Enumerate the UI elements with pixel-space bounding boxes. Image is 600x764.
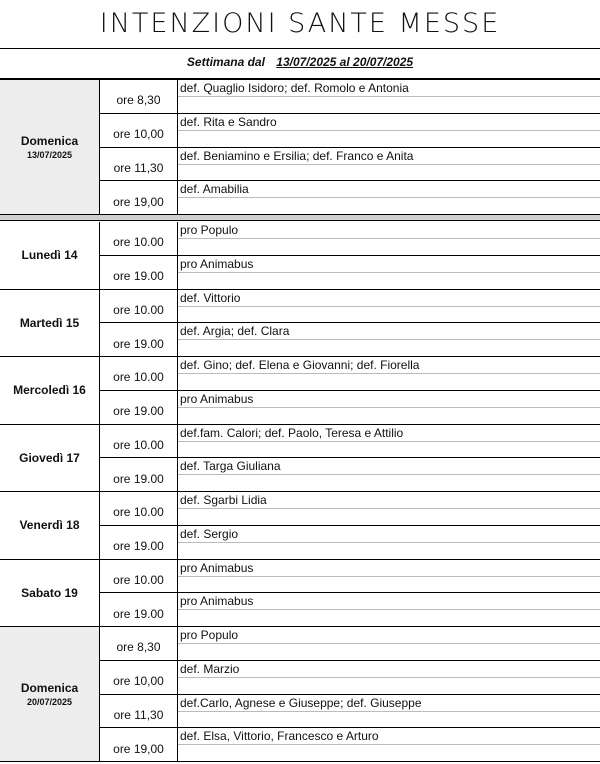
- week-label: Settimana dal: [186, 55, 265, 69]
- intention-text: pro Animabus: [180, 391, 254, 406]
- mass-intention: [178, 357, 600, 391]
- mass-time: [100, 695, 178, 729]
- mass-time: [100, 391, 178, 425]
- intention-text: pro Populo: [180, 628, 239, 642]
- intention-rule: [178, 238, 600, 239]
- mass-time-label: ore 19.00: [113, 471, 164, 486]
- intention-text: def. Sergio: [180, 526, 239, 541]
- intention-rule: [178, 339, 600, 340]
- mass-intention: [178, 80, 600, 114]
- intention-rule: [178, 508, 600, 509]
- day-name: Lunedì 14: [21, 248, 78, 263]
- mass-intention: [178, 593, 600, 627]
- mass-time-label: ore 10.00: [113, 505, 164, 520]
- week-range: 13/07/2025 al 20/07/2025: [276, 55, 414, 69]
- mass-time-label: ore 19.00: [113, 606, 164, 621]
- intention-rule: [178, 130, 600, 131]
- intention-rule: [178, 643, 600, 644]
- mass-time: [100, 593, 178, 627]
- mass-intention: [178, 526, 600, 560]
- intention-text: pro Animabus: [180, 594, 254, 609]
- mass-intention: [178, 492, 600, 526]
- mass-intention: [178, 290, 600, 324]
- intention-text: def. Targa Giuliana: [180, 459, 281, 474]
- intention-text: def. Marzio: [180, 661, 240, 676]
- day-name: Giovedì 17: [19, 450, 80, 465]
- mass-time-label: ore 10,00: [113, 674, 164, 689]
- mass-time-label: ore 10.00: [113, 302, 164, 317]
- day-date: 13/07/2025: [26, 150, 73, 160]
- day-cell: [0, 80, 100, 215]
- mass-intention: [178, 560, 600, 594]
- mass-intention: [178, 458, 600, 492]
- day-cell: [0, 492, 100, 560]
- mass-time: [100, 114, 178, 148]
- mass-time: [100, 728, 178, 762]
- intention-text: def. Beniamino e Ersilia; def. Franco e Anita: [180, 148, 414, 163]
- mass-intention: [178, 425, 600, 459]
- mass-time: [100, 181, 178, 215]
- mass-intention: [178, 114, 600, 148]
- intention-text: def.Carlo, Agnese e Giuseppe; def. Giuseppe: [180, 695, 422, 710]
- intention-rule: [178, 96, 600, 97]
- intention-text: def. Quaglio Isidoro; def. Romolo e Antonia: [180, 81, 409, 95]
- intention-text: def. Gino; def. Elena e Giovanni; def. Fiorella: [180, 358, 420, 372]
- title-divider: [0, 48, 600, 49]
- mass-intention: [178, 323, 600, 357]
- intention-rule: [178, 711, 600, 712]
- intention-rule: [178, 197, 600, 198]
- mass-intention: [178, 661, 600, 695]
- mass-time-label: ore 10.00: [113, 572, 164, 587]
- mass-intention: [178, 222, 600, 256]
- mass-time-label: ore 19,00: [113, 194, 164, 209]
- mass-time-label: ore 19.00: [113, 404, 164, 419]
- intention-text: pro Animabus: [180, 256, 254, 271]
- day-name: Martedì 15: [19, 315, 80, 330]
- intention-rule: [178, 306, 600, 307]
- mass-time-label: ore 19.00: [113, 539, 164, 554]
- mass-time: [100, 80, 178, 114]
- day-cell: [0, 222, 100, 290]
- intention-text: def. Elsa, Vittorio, Francesco e Arturo: [180, 729, 379, 744]
- mass-time-label: ore 11,30: [113, 160, 164, 175]
- intention-text: def.fam. Calori; def. Paolo, Teresa e Attilio: [180, 425, 404, 440]
- mass-time: [100, 526, 178, 560]
- week-header: [0, 55, 600, 75]
- intention-rule: [178, 474, 600, 475]
- mass-time: [100, 425, 178, 459]
- section-separator: [0, 214, 600, 221]
- mass-time: [100, 560, 178, 594]
- mass-time-label: ore 19,00: [113, 741, 164, 756]
- mass-intention: [178, 148, 600, 182]
- mass-time-label: ore 10.00: [113, 437, 164, 452]
- mass-time-label: ore 8,30: [116, 640, 161, 655]
- mass-time: [100, 148, 178, 182]
- intention-rule: [178, 407, 600, 408]
- mass-time: [100, 256, 178, 290]
- mass-time-label: ore 8,30: [116, 93, 161, 108]
- intention-rule: [178, 542, 600, 543]
- day-cell: [0, 290, 100, 358]
- mass-time: [100, 357, 178, 391]
- intention-rule: [178, 576, 600, 577]
- intention-rule: [178, 609, 600, 610]
- mass-time: [100, 458, 178, 492]
- intention-rule: [178, 373, 600, 374]
- day-name: Mercoledì 16: [13, 383, 86, 398]
- mass-intention: [178, 256, 600, 290]
- mass-time-label: ore 11,30: [113, 707, 164, 722]
- mass-time: [100, 290, 178, 324]
- day-cell: [0, 627, 100, 762]
- intention-text: def. Argia; def. Clara: [180, 324, 290, 339]
- day-cell: [0, 357, 100, 425]
- day-name: Domenica: [20, 134, 79, 148]
- intention-text: def. Amabilia: [180, 182, 249, 197]
- intention-rule: [178, 441, 600, 442]
- intention-text: pro Animabus: [180, 560, 254, 575]
- day-cell: [0, 425, 100, 493]
- mass-intention: [178, 181, 600, 215]
- intention-rule: [178, 677, 600, 678]
- mass-intention: [178, 627, 600, 661]
- intention-rule: [178, 164, 600, 165]
- mass-time-label: ore 19.00: [113, 269, 164, 284]
- intention-text: def. Sgarbi Lidia: [180, 493, 267, 507]
- intention-text: pro Populo: [180, 223, 239, 237]
- day-name: Sabato 19: [21, 585, 78, 600]
- page-title: INTENZIONI SANTE MESSE: [99, 8, 501, 39]
- intention-text: def. Vittorio: [180, 290, 241, 305]
- mass-time: [100, 492, 178, 526]
- day-cell: [0, 560, 100, 628]
- intention-text: def. Rita e Sandro: [180, 114, 277, 129]
- mass-intention: [178, 391, 600, 425]
- mass-intention: [178, 728, 600, 762]
- mass-time: [100, 661, 178, 695]
- day-name: Domenica: [20, 681, 79, 695]
- mass-time-label: ore 10.00: [113, 370, 164, 385]
- intention-rule: [178, 744, 600, 745]
- day-name: Venerdì 18: [19, 518, 80, 533]
- mass-time: [100, 323, 178, 357]
- mass-time: [100, 222, 178, 256]
- mass-time-label: ore 19.00: [113, 336, 164, 351]
- mass-intention: [178, 695, 600, 729]
- intention-rule: [178, 272, 600, 273]
- mass-time: [100, 627, 178, 661]
- mass-time-label: ore 10,00: [113, 127, 164, 142]
- day-date: 20/07/2025: [26, 697, 73, 707]
- mass-time-label: ore 10.00: [113, 235, 164, 250]
